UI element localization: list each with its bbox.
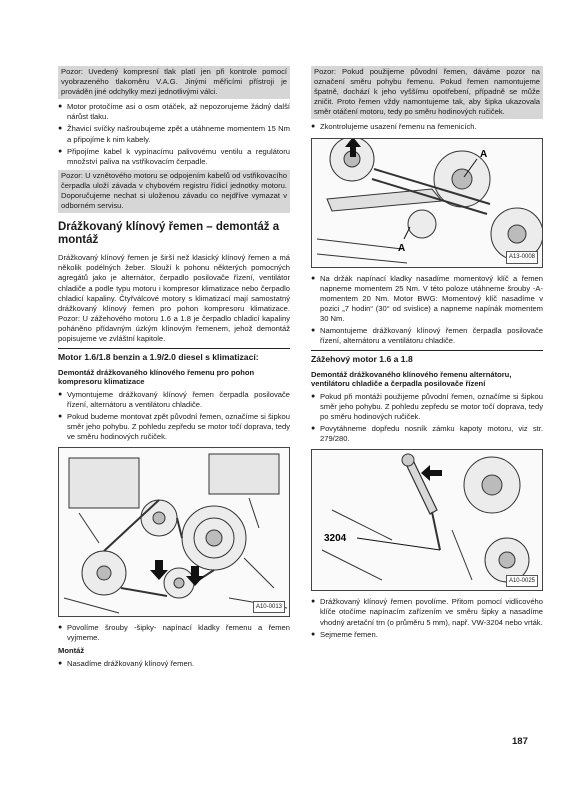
bullet-list-r2: [311, 274, 543, 347]
figure-label: A10-0013: [253, 601, 285, 613]
bullet-list-3: [58, 623, 290, 643]
figure-label: A10-0025: [506, 575, 538, 587]
list-item: ● Pokud budeme montovat zpět původní řemen, označíme si šipkou směr jeho pohybu. Z pohledu zepředu se motor točí doprava, tedy ve směru hodinových ručiček.: [58, 412, 290, 442]
list-item: ● Na držák napínací kladky nasadíme momentový klíč a řemen napneme momentem 25 Nm. V této poloze utáhneme šrouby -A- momentem 20 Nm. Motor BWG: Momentový klíč nasadíme v pozici „7 hodin“ (30° od svislice) a napneme napínák momentem 30 Nm.: [311, 274, 543, 324]
note-compression: Pozor: Uvedený kompresní tlak platí jen při kontrole pomocí vyobrazeného tlakoměru V.A.G. Jinými měřicími přístroji je prováděn jiné odchylky mezi jednotlivými válci.: [58, 66, 290, 99]
list-item: ● Povytáhneme dopředu nosník zámku kapoty motoru, viz str. 279/280.: [311, 424, 543, 444]
note-belt-direction: Pozor: Pokud použijeme původní řemen, dáváme pozor na označení směru pohybu řemenu. Pokud řemen namontujeme špatně, dochází k jeho vyššímu opotřebení, případně se může zničit. Proto řemen vždy namontujeme tak, aby šipka ukazovala směr otáčení motoru, tedy po směru hodinových ručiček.: [311, 66, 543, 119]
left-column: [58, 66, 290, 672]
list-item: ● Namontujeme drážkovaný klínový řemen čerpadla posilovače řízení, alternátoru a ventilátoru chladiče.: [311, 326, 543, 346]
list-item: ● Zkontrolujeme usazení řemenu na řemenicích.: [311, 122, 543, 132]
marker-a-top: A: [480, 148, 488, 160]
montaz-heading: Montáž: [58, 646, 85, 656]
bullet-list-4: [58, 659, 290, 669]
list-item: ● Vymontujeme drážkovaný klínový řemen čerpadla posilovače řízení, alternátoru a ventilátoru chladiče.: [58, 390, 290, 410]
section-heading-ac: Motor 1.6/1.8 benzin a 1.9/2.0 diesel s klimatizací:: [58, 348, 290, 363]
belt-drive-drawing: [59, 448, 290, 616]
subsection-heading-petrol: Demontáž drážkovaného klínového řemenu alternátoru, ventilátoru chladiče a čerpadla posilovače řízení: [311, 369, 512, 389]
list-item: ● Sejmeme řemen.: [311, 630, 543, 640]
list-item: ● Žhavicí svíčky našroubujeme zpět a utáhneme momentem 15 Nm a připojíme k nim kabely.: [58, 124, 290, 144]
list-item: ● Pokud při montáži použijeme původní řemen, označíme si šipkou směr jeho pohybu. Z pohledu zepředu se motor točí doprava, tedy po směru hodinových ručiček.: [311, 392, 543, 422]
tool-label-3204: 3204: [324, 533, 347, 545]
locking-pin-drawing: [312, 450, 543, 590]
locking-pin-illustration: [311, 449, 543, 591]
list-item: ● Připojíme kabel k vypínacímu palivovému ventilu a regulátoru množství paliva na vstřikovacím čerpadle.: [58, 147, 290, 167]
bullet-list-r3: [311, 392, 543, 444]
bullet-list-r4: [311, 597, 543, 639]
subsection-heading-ac: Demontáž drážkovaného klínového řemenu pro pohon kompresoru klimatizace: [58, 367, 255, 387]
section-heading-petrol: Zážehový motor 1.6 a 1.8: [311, 350, 543, 365]
right-column: [311, 66, 543, 643]
list-item: ● Nasadíme drážkovaný klínový řemen.: [58, 659, 290, 669]
marker-a-bottom: A: [398, 242, 406, 254]
engine-illustration-left: [58, 447, 290, 617]
tensioner-drawing: [312, 139, 543, 267]
list-item: ● Motor protočíme asi o osm otáček, až nepozorujeme žádný další nárůst tlaku.: [58, 102, 290, 122]
figure-label: A13-0008: [506, 251, 538, 263]
list-item: ● Drážkovaný klínový řemen povolíme. Přitom pomocí vidlicového klíče otočíme napínacím zařízením ve směru šipky a nasadíme vhodný aretační trn (o průměru 5 mm), např. VW-3204 nebo vrták.: [311, 597, 543, 627]
bullet-list-r1: [311, 122, 543, 132]
chapter-heading: Drážkovaný klínový řemen – demontáž a montáž: [58, 221, 280, 247]
bullet-list-1: [58, 102, 290, 167]
intro-paragraph: Drážkovaný klínový řemen je širší než klasický klínový řemen a má několik podélných žeber. Slouží k pohonu některých pomocných agregátů jako je alternátor, čerpadlo posilovače řízení, ventilátor chladiče a podle typu motoru i kompresor klimatizace nebo čerpadlo chladicí kapaliny. Čtyřválcové motory s klimatizací mají samostatný drážkovaný klínový řemen pro pohon kompresoru klimatizace. Pozor: U zážehového motoru 1.6 a 1.8 je čerpadlo chladicí kapaliny poháněno přídavným úzkým klínovým řemenem, jehož demontáž popisujeme ve zvláštní kapitole.: [58, 253, 290, 343]
page-number: 187: [512, 736, 528, 747]
note-diesel: Pozor: U vznětového motoru se odpojením kabelů od vstřikovacího čerpadla uloží závada v chybovém registru řídicí jednotky motoru. Doporučujeme nechat si uloženou závadu co nejdříve vymazat v odborném servisu.: [58, 170, 290, 213]
bullet-list-2: [58, 390, 290, 442]
tensioner-illustration: [311, 138, 543, 268]
list-item: ● Povolíme šrouby -šipky- napínací kladky řemenu a řemen vyjmeme.: [58, 623, 290, 643]
